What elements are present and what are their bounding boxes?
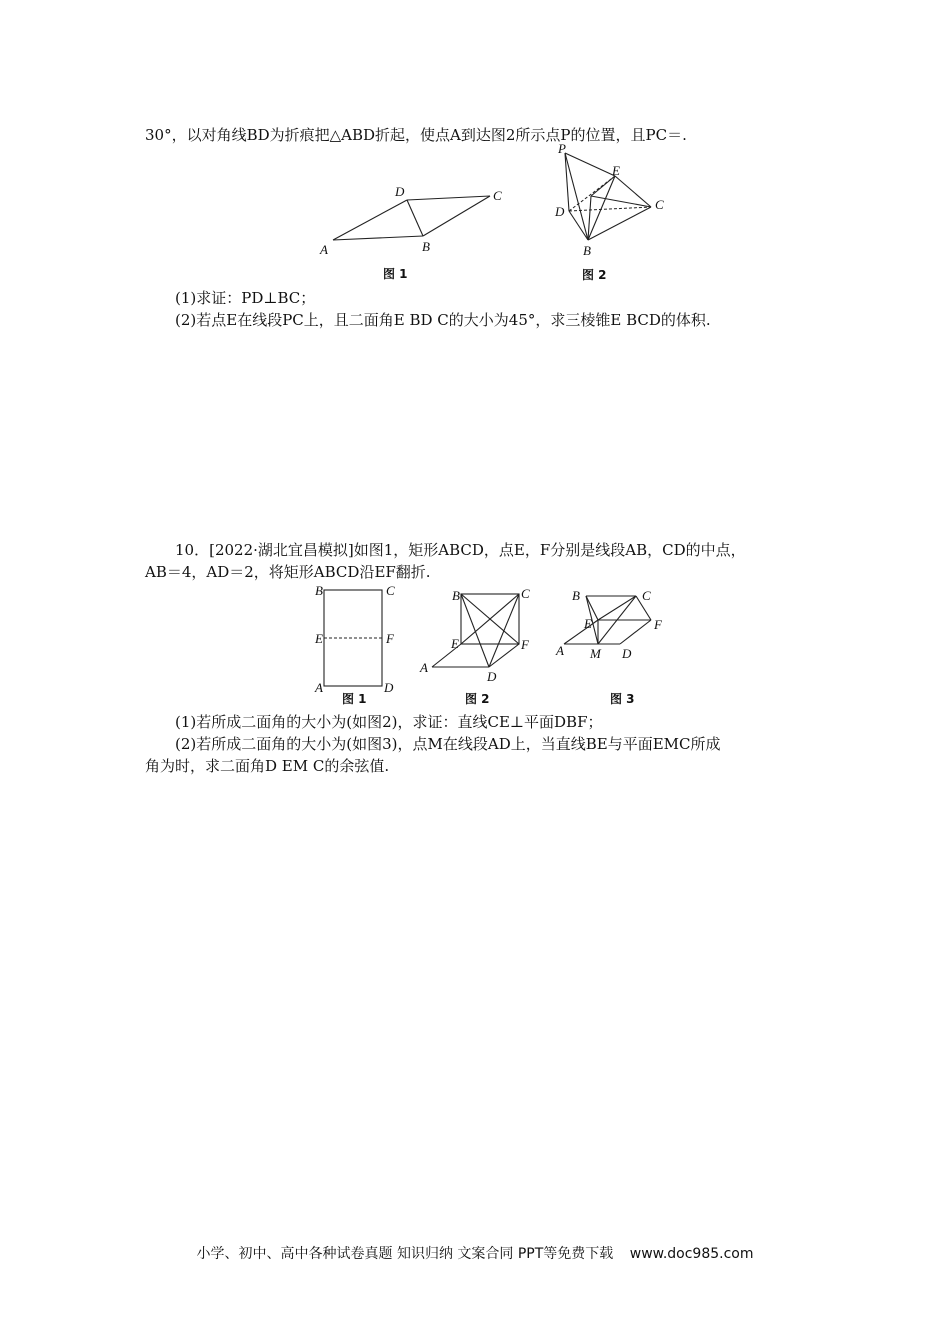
fig2-label-p: P: [558, 142, 566, 156]
page-footer: [0, 1243, 950, 1263]
problem9-question-1: (1)求证：PD⊥BC；: [175, 289, 316, 307]
problem9-figure-1: [315, 178, 515, 286]
fig10-1-label-b: B: [315, 583, 323, 598]
fig10-3-label-a: A: [556, 643, 564, 658]
fig10-2-label-b: B: [452, 588, 460, 603]
fig2-caption: 图 2: [582, 268, 607, 282]
footer-promo-text: 小学、初中、高中各种试卷真题 知识归纳 文案合同 PPT等免费下载: [196, 1246, 614, 1262]
problem10-question-1: (1)若所成二面角的大小为(如图2)，求证：直线CE⊥平面DBF；: [175, 713, 603, 731]
fig2-label-c: C: [655, 197, 664, 212]
fig2-label-e: E: [612, 163, 620, 178]
fig1-label-c: C: [493, 188, 502, 203]
fig1-label-b: B: [422, 239, 430, 254]
problem10-question-2-line-1: (2)若所成二面角的大小为(如图3)，点M在线段AD上，当直线BE与平面EMC所成: [175, 735, 721, 753]
problem10-line-2: AB＝4，AD＝2，将矩形ABCD沿EF翻折.: [145, 563, 431, 581]
footer-site-link[interactable]: www.doc985.com: [629, 1246, 754, 1262]
fig10-2-label-c: C: [521, 586, 530, 601]
fig10-2-label-d: D: [487, 669, 497, 684]
problem10-figure-2: [415, 582, 540, 710]
problem10-figure-3: [550, 582, 675, 710]
problem9-figure-2: [550, 142, 675, 287]
fig10-2-label-e: E: [451, 636, 459, 651]
fig10-1-label-d: D: [384, 680, 394, 695]
fig10-3-label-b: B: [572, 588, 580, 603]
fig1-caption: 图 1: [383, 267, 408, 281]
fig10-3-label-c: C: [642, 588, 651, 603]
fig10-3-label-f: F: [654, 617, 662, 632]
fig10-1-label-f: F: [386, 631, 394, 646]
fig10-2-label-f: F: [521, 637, 529, 652]
fig10-3-caption: 图 3: [610, 692, 635, 706]
fig10-1-label-e: E: [315, 631, 323, 646]
problem10-question-2-line-2: 角为时，求二面角D EM C的余弦值.: [145, 757, 390, 775]
problem10-figure-1: [312, 582, 402, 710]
fig10-1-caption: 图 1: [342, 692, 367, 706]
fig2-label-d: D: [555, 204, 565, 219]
fig10-2-caption: 图 2: [465, 692, 490, 706]
problem9-intro: 30°，以对角线BD为折痕把△ABD折起，使点A到达图2所示点P的位置，且PC＝.: [145, 126, 687, 144]
fig10-1-label-a: A: [315, 680, 323, 695]
fig10-2-label-a: A: [420, 660, 428, 675]
fig10-3-label-e: E: [584, 616, 592, 631]
fig10-3-label-m: M: [590, 646, 601, 661]
fig10-1-label-c: C: [386, 583, 395, 598]
problem10-line-1: 10．[2022·湖北宜昌模拟]如图1，矩形ABCD，点E，F分别是线段AB，CD的中点，: [175, 541, 746, 559]
fig10-3-label-d: D: [622, 646, 632, 661]
fig1-label-a: A: [320, 242, 328, 257]
fig1-label-d: D: [395, 184, 405, 199]
fig2-label-b: B: [583, 243, 591, 258]
problem9-question-2: (2)若点E在线段PC上，且二面角E BD C的大小为45°，求三棱锥E BCD的体积.: [175, 311, 711, 329]
